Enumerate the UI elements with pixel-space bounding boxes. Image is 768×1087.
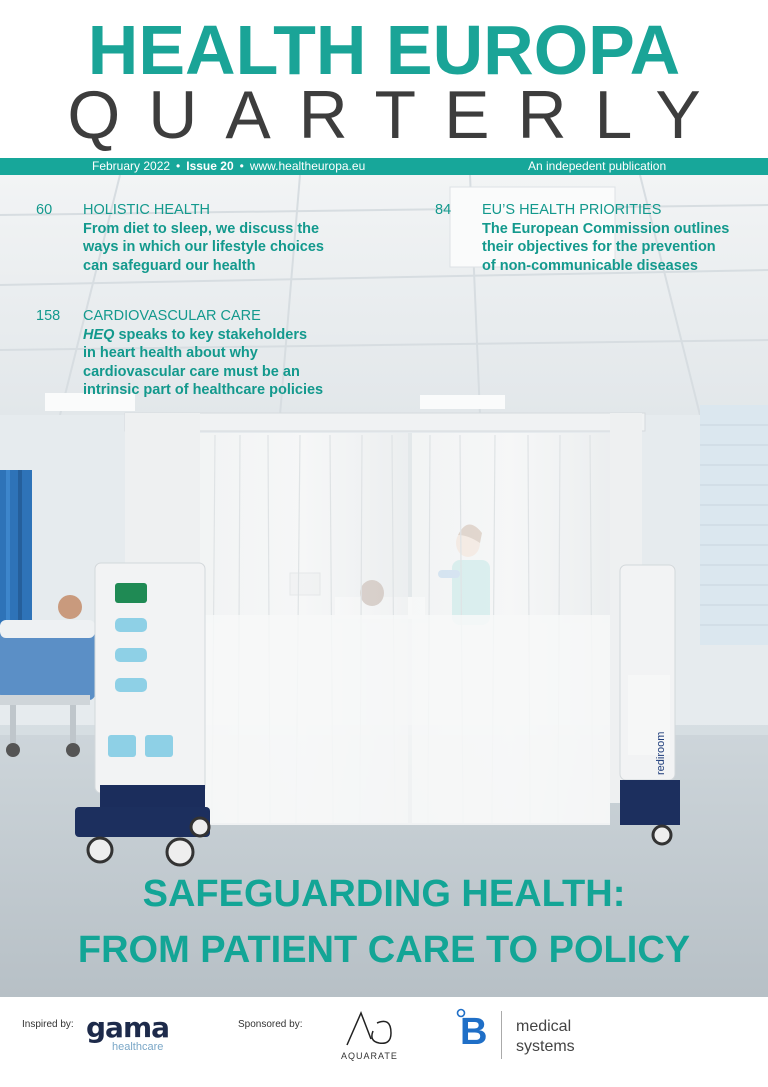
masthead-title: HEALTH EUROPA — [87, 11, 681, 89]
cover-photo — [0, 175, 768, 997]
issue-strip — [0, 158, 768, 175]
bmed-logo-text — [516, 1017, 575, 1057]
teaser-heading: HOLISTIC HEALTH — [83, 202, 211, 218]
teaser-page-number: 158 — [36, 308, 61, 324]
teaser-line: The European Commission outlines — [482, 220, 730, 237]
teaser-heading: EU’S HEALTH PRIORITIES — [482, 202, 662, 218]
gama-logo: gama — [86, 1011, 170, 1044]
issue-website[interactable]: www.healtheuropa.eu — [249, 159, 366, 173]
teaser-heading: CARDIOVASCULAR CARE — [83, 308, 261, 324]
teaser-eu-health-priorities[interactable] — [435, 201, 765, 275]
teaser-line: ways in which our lifestyle choices — [83, 239, 324, 255]
publication-tagline: An indepedent publication — [528, 159, 667, 173]
masthead — [0, 0, 768, 158]
teaser-cardiovascular-care[interactable] — [36, 307, 376, 400]
teaser-holistic-health[interactable] — [36, 201, 366, 275]
sponsored-by-label: Sponsored by: — [238, 1019, 303, 1030]
teaser-line: From diet to sleep, we discuss the — [83, 220, 320, 237]
teaser-line-text: speaks to key stakeholders — [114, 326, 308, 343]
inspired-by-label: Inspired by: — [22, 1019, 74, 1030]
rediroom-label: rediroom — [655, 731, 667, 775]
bmed-logo-letter: B — [460, 1011, 488, 1053]
cover-headline-line1: SAFEGUARDING HEALTH: — [142, 873, 626, 915]
teaser-line: can safeguard our health — [83, 257, 256, 274]
teaser-line: of non-communicable diseases — [482, 257, 698, 274]
issue-number: Issue 20 — [186, 159, 234, 173]
masthead-subtitle: QUARTERLY — [67, 77, 729, 153]
cover-headline-line2: FROM PATIENT CARE TO POLICY — [77, 929, 691, 971]
bmed-divider — [501, 1011, 502, 1059]
teaser-line — [83, 326, 376, 345]
aquarate-logo-text: AQUARATE — [341, 1051, 398, 1061]
aquarate-logo-icon — [343, 1009, 397, 1049]
teaser-emphasis: HEQ — [83, 326, 115, 343]
sponsor-footer — [0, 997, 768, 1087]
teaser-line: intrinsic part of healthcare policies — [83, 382, 324, 398]
gama-logo-subtitle: healthcare — [112, 1041, 164, 1053]
issue-info: February 2022 • Issue 20 • www.healtheuropa.eu — [92, 159, 366, 173]
teaser-line: in heart health about why — [83, 345, 258, 361]
teaser-line: their objectives for the prevention — [482, 239, 716, 255]
teaser-page-number: 84 — [435, 202, 452, 218]
teaser-page-number: 60 — [36, 202, 53, 218]
issue-date: February 2022 — [92, 159, 171, 173]
bmed-line2: systems — [516, 1038, 575, 1055]
bmed-line1: medical — [516, 1018, 572, 1035]
teaser-line: cardiovascular care must be an — [83, 363, 300, 380]
